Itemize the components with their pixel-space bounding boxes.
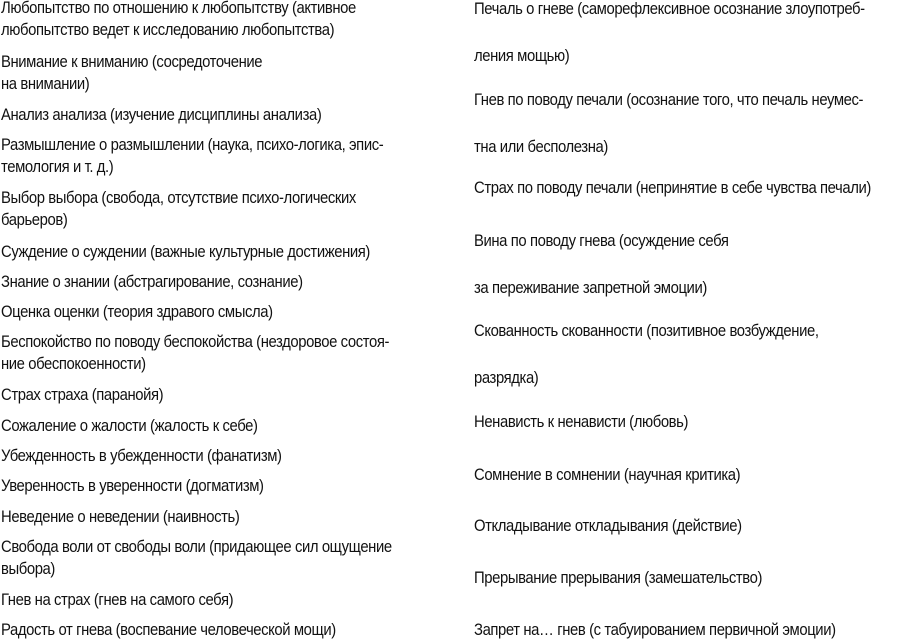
- entry-line: Убежденность в убежденности (фанатизм): [1, 447, 282, 465]
- list-item: [1, 301, 273, 323]
- list-item: [474, 0, 865, 67]
- entry-line: Свобода воли от свободы воли (придающее сил ощущение: [1, 538, 392, 556]
- entry-line: Неведение о неведении (наивность): [1, 508, 240, 526]
- entry-line: Оценка оценки (теория здравого смысла): [1, 303, 273, 321]
- entry-line: Внимание к вниманию (сосредоточение: [1, 53, 263, 71]
- entry-line: Гнев по поводу печали (осознание того, что печаль неумес-: [474, 91, 864, 109]
- entry-line: Сомнение в сомнении (научная критика): [474, 466, 741, 484]
- entry-line: Прерывание прерывания (замешательство): [474, 569, 763, 587]
- list-item: [474, 230, 728, 299]
- list-item: [1, 506, 239, 528]
- entry-line: Любопытство по отношению к любопытству (активное: [1, 0, 356, 17]
- entry-line: Страх по поводу печали (непринятие в себе чувства печали): [474, 179, 871, 197]
- entry-line: барьеров): [1, 211, 68, 229]
- entry-line: ления мощью): [474, 47, 570, 65]
- entry-line: Знание о знании (абстрагирование, сознание): [1, 273, 303, 291]
- entry-line: Скованность скованности (позитивное возбуждение,: [474, 322, 819, 340]
- entry-line: за переживание запретной эмоции): [474, 279, 707, 297]
- entry-line: Беспокойство по поводу беспокойства (нездоровое состоя-: [1, 333, 390, 351]
- entry-line: Вина по поводу гнева (осуждение себя: [474, 232, 729, 250]
- entry-line: Анализ анализа (изучение дисциплины анализа): [1, 106, 322, 124]
- entry-line: на внимании): [1, 75, 90, 93]
- list-item: [1, 415, 258, 437]
- entry-line: разрядка): [474, 369, 539, 387]
- list-item: [1, 619, 336, 641]
- list-item: [474, 464, 740, 486]
- list-item: [474, 89, 863, 158]
- entry-line: Печаль о гневе (саморефлексивное осознание злоупотреб-: [474, 0, 865, 18]
- list-item: [474, 320, 819, 389]
- list-item: [1, 51, 262, 95]
- entry-line: Суждение о суждении (важные культурные достижения): [1, 243, 370, 261]
- entry-line: Выбор выбора (свобода, отсутствие психо-логических: [1, 189, 356, 207]
- list-item: [1, 241, 370, 263]
- entry-line: выбора): [1, 560, 55, 578]
- entry-line: Ненависть к ненависти (любовь): [474, 413, 689, 431]
- list-item: [1, 589, 233, 611]
- list-item: [1, 187, 356, 231]
- entry-line: Уверенность в уверенности (догматизм): [1, 477, 264, 495]
- entry-line: ние обеспокоенности): [1, 355, 146, 373]
- list-item: [474, 567, 762, 589]
- list-item: [474, 619, 836, 641]
- entry-line: любопытство ведет к исследованию любопытства): [1, 21, 335, 39]
- list-item: [1, 134, 383, 178]
- list-item: [1, 384, 163, 406]
- entry-line: Страх страха (паранойя): [1, 386, 164, 404]
- list-item: [474, 515, 742, 537]
- entry-line: тна или бесполезна): [474, 138, 608, 156]
- list-item: [474, 177, 871, 199]
- entry-line: темология и т. д.): [1, 158, 114, 176]
- list-item: [1, 271, 303, 293]
- entry-line: Сожаление о жалости (жалость к себе): [1, 417, 258, 435]
- list-item: [1, 0, 356, 41]
- entry-line: Гнев на страх (гнев на самого себя): [1, 591, 234, 609]
- entry-line: Откладывание откладывания (действие): [474, 517, 742, 535]
- entry-line: Размышление о размышлении (наука, психо-логика, эпис-: [1, 136, 384, 154]
- entry-line: Запрет на… гнев (с табуированием первичной эмоции): [474, 621, 836, 639]
- list-item: [1, 445, 282, 467]
- entry-line: Радость от гнева (воспевание человеческой мощи): [1, 621, 336, 639]
- list-item: [1, 536, 392, 580]
- list-item: [1, 475, 264, 497]
- list-item: [1, 104, 321, 126]
- list-item: [1, 331, 389, 375]
- list-item: [474, 411, 688, 433]
